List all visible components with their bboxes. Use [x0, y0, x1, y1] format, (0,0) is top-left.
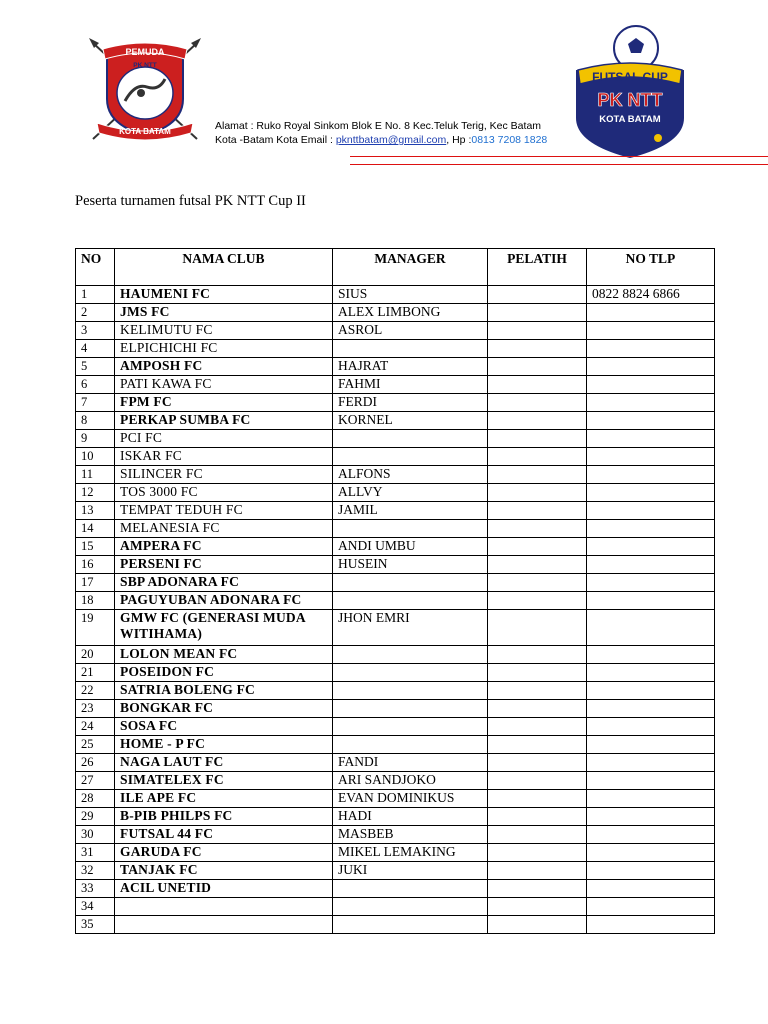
manager-cell: [333, 718, 488, 736]
club-name-cell: FUTSAL 44 FC: [115, 826, 333, 844]
table-row: [76, 754, 715, 772]
phone-cell: [587, 574, 715, 592]
manager-cell: [333, 430, 488, 448]
club-name-cell: AMPOSH FC: [115, 358, 333, 376]
phone-cell: [587, 808, 715, 826]
table-row: [76, 772, 715, 790]
phone-cell: [587, 538, 715, 556]
row-number-cell: 2: [76, 304, 115, 322]
header-rule-red-1: [350, 156, 768, 157]
row-number-cell: 35: [76, 916, 115, 934]
logo-left-bottom-text: KOTA BATAM: [119, 127, 171, 136]
phone-cell: [587, 664, 715, 682]
pelatih-cell: [488, 592, 587, 610]
hp-label: , Hp :: [446, 134, 472, 146]
club-name-cell: GARUDA FC: [115, 844, 333, 862]
club-name-cell: AMPERA FC: [115, 538, 333, 556]
pelatih-cell: [488, 430, 587, 448]
club-name-cell: POSEIDON FC: [115, 664, 333, 682]
manager-cell: ALEX LIMBONG: [333, 304, 488, 322]
manager-cell: [333, 736, 488, 754]
logo-right-arc-text: FUTSAL CUP: [592, 70, 668, 84]
table-row: [76, 718, 715, 736]
club-name-cell: ISKAR FC: [115, 448, 333, 466]
header-rule-red-2: [350, 164, 768, 165]
pelatih-cell: [488, 376, 587, 394]
club-name-cell: MELANESIA FC: [115, 520, 333, 538]
manager-cell: [333, 664, 488, 682]
logo-left-top-text: PEMUDA: [125, 47, 165, 57]
row-number-cell: 11: [76, 466, 115, 484]
phone-cell: [587, 790, 715, 808]
club-name-cell: HOME - P FC: [115, 736, 333, 754]
manager-cell: HAJRAT: [333, 358, 488, 376]
phone-cell: [587, 736, 715, 754]
letterhead: [0, 0, 768, 180]
phone-cell: [587, 700, 715, 718]
row-number-cell: 6: [76, 376, 115, 394]
manager-cell: SIUS: [333, 286, 488, 304]
manager-cell: ASROL: [333, 322, 488, 340]
phone-cell: [587, 556, 715, 574]
table-row: [76, 916, 715, 934]
manager-cell: [333, 646, 488, 664]
club-name-cell: PERSENI FC: [115, 556, 333, 574]
row-number-cell: 16: [76, 556, 115, 574]
table-row: [76, 790, 715, 808]
pelatih-cell: [488, 916, 587, 934]
pemuda-pk-ntt-logo: [85, 35, 205, 145]
row-number-cell: 22: [76, 682, 115, 700]
row-number-cell: 12: [76, 484, 115, 502]
pelatih-cell: [488, 484, 587, 502]
logo-right-sub-text: KOTA BATAM: [599, 114, 661, 125]
phone-cell: [587, 448, 715, 466]
column-header-nama-club: NAMA CLUB: [115, 249, 333, 286]
pelatih-cell: [488, 286, 587, 304]
table-row: [76, 304, 715, 322]
club-name-cell: [115, 898, 333, 916]
phone-cell: [587, 916, 715, 934]
manager-cell: [333, 880, 488, 898]
row-number-cell: 32: [76, 862, 115, 880]
table-row: [76, 700, 715, 718]
table-row: [76, 592, 715, 610]
row-number-cell: 20: [76, 646, 115, 664]
row-number-cell: 25: [76, 736, 115, 754]
manager-cell: ALLVY: [333, 484, 488, 502]
table-row: [76, 736, 715, 754]
pelatih-cell: [488, 880, 587, 898]
manager-cell: ALFONS: [333, 466, 488, 484]
club-name-cell: SATRIA BOLENG FC: [115, 682, 333, 700]
table-row: [76, 430, 715, 448]
club-name-cell: GMW FC (GENERASI MUDA WITIHAMA): [115, 610, 333, 646]
table-row: [76, 808, 715, 826]
club-name-cell: PATI KAWA FC: [115, 376, 333, 394]
phone-cell: [587, 520, 715, 538]
row-number-cell: 21: [76, 664, 115, 682]
phone-cell: 0822 8824 6866: [587, 286, 715, 304]
table-row: [76, 826, 715, 844]
club-name-cell: B-PIB PHILPS FC: [115, 808, 333, 826]
phone-cell: [587, 844, 715, 862]
manager-cell: FANDI: [333, 754, 488, 772]
table-row: [76, 538, 715, 556]
row-number-cell: 3: [76, 322, 115, 340]
row-number-cell: 14: [76, 520, 115, 538]
table-row: [76, 466, 715, 484]
manager-cell: [333, 916, 488, 934]
phone-cell: [587, 718, 715, 736]
row-number-cell: 33: [76, 880, 115, 898]
participants-table: [75, 248, 715, 934]
manager-cell: JUKI: [333, 862, 488, 880]
pelatih-cell: [488, 556, 587, 574]
pelatih-cell: [488, 358, 587, 376]
manager-cell: [333, 898, 488, 916]
manager-cell: KORNEL: [333, 412, 488, 430]
phone-cell: [587, 646, 715, 664]
club-name-cell: TEMPAT TEDUH FC: [115, 502, 333, 520]
pelatih-cell: [488, 574, 587, 592]
club-name-cell: HAUMENI FC: [115, 286, 333, 304]
email-link[interactable]: pknttbatam@gmail.com: [335, 134, 447, 146]
phone-cell: [587, 376, 715, 394]
table-row: [76, 448, 715, 466]
phone-cell: [587, 340, 715, 358]
manager-cell: MIKEL LEMAKING: [333, 844, 488, 862]
table-row: [76, 664, 715, 682]
column-header-no-tlp: NO TLP: [587, 249, 715, 286]
futsal-cup-logo: [570, 22, 690, 162]
pelatih-cell: [488, 304, 587, 322]
phone-cell: [587, 322, 715, 340]
club-name-cell: BONGKAR FC: [115, 700, 333, 718]
table-row: [76, 646, 715, 664]
table-row: [76, 844, 715, 862]
table-row: [76, 286, 715, 304]
logo-right-main-text: PK NTT: [597, 90, 663, 110]
pelatih-cell: [488, 844, 587, 862]
pelatih-cell: [488, 502, 587, 520]
pelatih-cell: [488, 772, 587, 790]
manager-cell: [333, 700, 488, 718]
row-number-cell: 30: [76, 826, 115, 844]
manager-cell: ANDI UMBU: [333, 538, 488, 556]
pelatih-cell: [488, 394, 587, 412]
row-number-cell: 8: [76, 412, 115, 430]
club-name-cell: FPM FC: [115, 394, 333, 412]
row-number-cell: 24: [76, 718, 115, 736]
phone-cell: [587, 898, 715, 916]
row-number-cell: 27: [76, 772, 115, 790]
row-number-cell: 4: [76, 340, 115, 358]
row-number-cell: 18: [76, 592, 115, 610]
manager-cell: [333, 340, 488, 358]
pelatih-cell: [488, 646, 587, 664]
row-number-cell: 15: [76, 538, 115, 556]
table-row: [76, 322, 715, 340]
phone-cell: [587, 358, 715, 376]
table-row: [76, 682, 715, 700]
manager-cell: [333, 520, 488, 538]
row-number-cell: 9: [76, 430, 115, 448]
phone-cell: [587, 610, 715, 646]
column-header-manager: MANAGER: [333, 249, 488, 286]
club-name-cell: KELIMUTU FC: [115, 322, 333, 340]
pelatih-cell: [488, 448, 587, 466]
table-row: [76, 394, 715, 412]
row-number-cell: 28: [76, 790, 115, 808]
phone-cell: [587, 394, 715, 412]
manager-cell: HUSEIN: [333, 556, 488, 574]
pelatih-cell: [488, 538, 587, 556]
table-row: [76, 484, 715, 502]
address-line-2-prefix: Kota -Batam Kota Email :: [215, 134, 336, 146]
phone-cell: [587, 682, 715, 700]
row-number-cell: 34: [76, 898, 115, 916]
row-number-cell: 13: [76, 502, 115, 520]
pelatih-cell: [488, 826, 587, 844]
column-header-no: NO: [76, 249, 115, 286]
club-name-cell: ILE APE FC: [115, 790, 333, 808]
row-number-cell: 1: [76, 286, 115, 304]
pelatih-cell: [488, 412, 587, 430]
manager-cell: [333, 448, 488, 466]
pelatih-cell: [488, 664, 587, 682]
manager-cell: HADI: [333, 808, 488, 826]
table-header-row: [76, 249, 715, 286]
row-number-cell: 31: [76, 844, 115, 862]
pelatih-cell: [488, 790, 587, 808]
club-name-cell: SILINCER FC: [115, 466, 333, 484]
phone-cell: [587, 754, 715, 772]
manager-cell: EVAN DOMINIKUS: [333, 790, 488, 808]
pelatih-cell: [488, 682, 587, 700]
pelatih-cell: [488, 466, 587, 484]
address-line-2: [215, 133, 547, 147]
pelatih-cell: [488, 754, 587, 772]
phone-cell: [587, 826, 715, 844]
pelatih-cell: [488, 898, 587, 916]
manager-cell: FAHMI: [333, 376, 488, 394]
club-name-cell: NAGA LAUT FC: [115, 754, 333, 772]
pelatih-cell: [488, 520, 587, 538]
manager-cell: ARI SANDJOKO: [333, 772, 488, 790]
pelatih-cell: [488, 340, 587, 358]
manager-cell: [333, 574, 488, 592]
table-row: [76, 862, 715, 880]
table-row: [76, 502, 715, 520]
manager-cell: JAMIL: [333, 502, 488, 520]
table-row: [76, 358, 715, 376]
table-row: [76, 880, 715, 898]
club-name-cell: [115, 916, 333, 934]
address-block: [215, 119, 547, 147]
phone-cell: [587, 484, 715, 502]
club-name-cell: SBP ADONARA FC: [115, 574, 333, 592]
pelatih-cell: [488, 862, 587, 880]
row-number-cell: 7: [76, 394, 115, 412]
pelatih-cell: [488, 718, 587, 736]
pelatih-cell: [488, 736, 587, 754]
club-name-cell: PERKAP SUMBA FC: [115, 412, 333, 430]
document-title: Peserta turnamen futsal PK NTT Cup II: [75, 193, 306, 209]
phone-number: 0813 7208 1828: [471, 134, 548, 146]
phone-cell: [587, 772, 715, 790]
row-number-cell: 29: [76, 808, 115, 826]
row-number-cell: 23: [76, 700, 115, 718]
table-body: [76, 286, 715, 934]
row-number-cell: 17: [76, 574, 115, 592]
pelatih-cell: [488, 322, 587, 340]
table-row: [76, 412, 715, 430]
phone-cell: [587, 502, 715, 520]
row-number-cell: 26: [76, 754, 115, 772]
phone-cell: [587, 412, 715, 430]
table-row: [76, 520, 715, 538]
club-name-cell: LOLON MEAN FC: [115, 646, 333, 664]
phone-cell: [587, 880, 715, 898]
phone-cell: [587, 430, 715, 448]
pelatih-cell: [488, 610, 587, 646]
logo-left-sub-text: PK NTT: [133, 62, 157, 69]
phone-cell: [587, 862, 715, 880]
club-name-cell: PAGUYUBAN ADONARA FC: [115, 592, 333, 610]
row-number-cell: 5: [76, 358, 115, 376]
row-number-cell: 10: [76, 448, 115, 466]
club-name-cell: SOSA FC: [115, 718, 333, 736]
club-name-cell: SIMATELEX FC: [115, 772, 333, 790]
manager-cell: MASBEB: [333, 826, 488, 844]
club-name-cell: ELPICHICHI FC: [115, 340, 333, 358]
table-row: [76, 610, 715, 646]
club-name-cell: ACIL UNETID: [115, 880, 333, 898]
table-row: [76, 340, 715, 358]
manager-cell: [333, 592, 488, 610]
manager-cell: [333, 682, 488, 700]
table-row: [76, 898, 715, 916]
club-name-cell: PCI FC: [115, 430, 333, 448]
phone-cell: [587, 304, 715, 322]
manager-cell: FERDI: [333, 394, 488, 412]
table-row: [76, 574, 715, 592]
table-row: [76, 376, 715, 394]
club-name-cell: TOS 3000 FC: [115, 484, 333, 502]
pelatih-cell: [488, 808, 587, 826]
phone-cell: [587, 466, 715, 484]
manager-cell: JHON EMRI: [333, 610, 488, 646]
club-name-cell: JMS FC: [115, 304, 333, 322]
address-line-1: Alamat : Ruko Royal Sinkom Blok E No. 8 Kec.Teluk Terig, Kec Batam: [215, 120, 542, 132]
phone-cell: [587, 592, 715, 610]
column-header-pelatih: PELATIH: [488, 249, 587, 286]
row-number-cell: 19: [76, 610, 115, 646]
pelatih-cell: [488, 700, 587, 718]
table-row: [76, 556, 715, 574]
club-name-cell: TANJAK FC: [115, 862, 333, 880]
